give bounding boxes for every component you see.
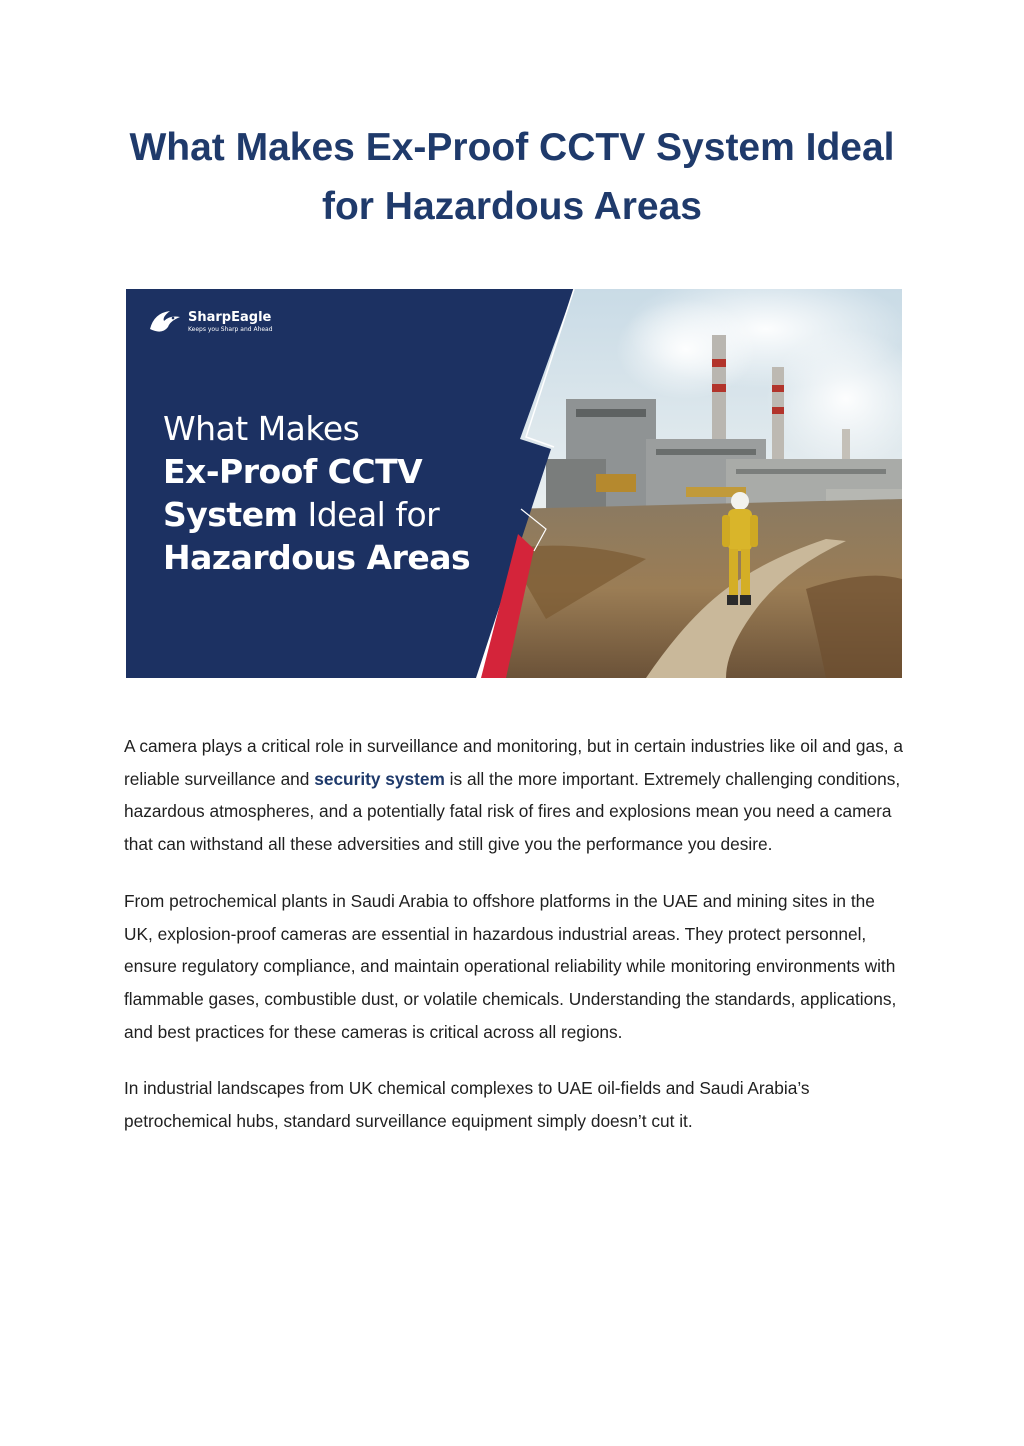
- page-title-line-1: What Makes Ex-Proof CCTV System Ideal: [129, 126, 895, 169]
- hero-line-4: Hazardous Areas: [163, 538, 471, 577]
- hero-line-3-rest: Ideal for: [297, 495, 440, 534]
- logo-tagline: Keeps you Sharp and Ahead: [188, 326, 273, 333]
- steam-cloud: [616, 299, 756, 399]
- paragraph-3: In industrial landscapes from UK chemical complexes to UAE oil-fields and Saudi Arabia’s petrochemical hubs, standard surveillance equipment simply doesn’t cut it.: [124, 1078, 810, 1132]
- hero-headline: [163, 407, 470, 579]
- security-system-link[interactable]: security system: [314, 768, 445, 789]
- page-title-line-2: for Hazardous Areas: [321, 185, 702, 228]
- hero-line-2: Ex-Proof CCTV: [163, 452, 423, 491]
- paragraph-1-text-end: is all the more important. Extremely challenging conditions, hazardous atmospheres, and a potentially fatal risk of fires and explosions mean you need a camera that can withstand all these adversities and still give you the performance you desire.: [124, 768, 901, 855]
- hero-banner-image: [126, 289, 902, 678]
- hero-line-1: What Makes: [163, 409, 360, 448]
- article-body: [124, 730, 904, 1162]
- page-title: [80, 118, 944, 236]
- paragraph-1-text-start: A camera plays a critical role in surveillance and monitoring, but in certain industries like oil and gas, a reliable surveillance and: [124, 736, 904, 789]
- logo-name: SharpEagle: [188, 310, 272, 325]
- sharpeagle-logo: [148, 307, 273, 337]
- hero-line-3-bold: System: [163, 495, 298, 534]
- paragraph-1: [124, 730, 904, 861]
- eagle-logo-icon: [148, 307, 182, 337]
- paragraph-2: From petrochemical plants in Saudi Arabia to offshore platforms in the UAE and mining sites in the UK, explosion-proof cameras are essential in hazardous industrial areas. They protect personnel, ensure regulatory compliance, and maintain operational reliability while monitoring environments with flammable gases, combustible dust, or volatile chemicals. Understanding the standards, applications, and best practices for these cameras is critical across all regions.: [124, 890, 897, 1042]
